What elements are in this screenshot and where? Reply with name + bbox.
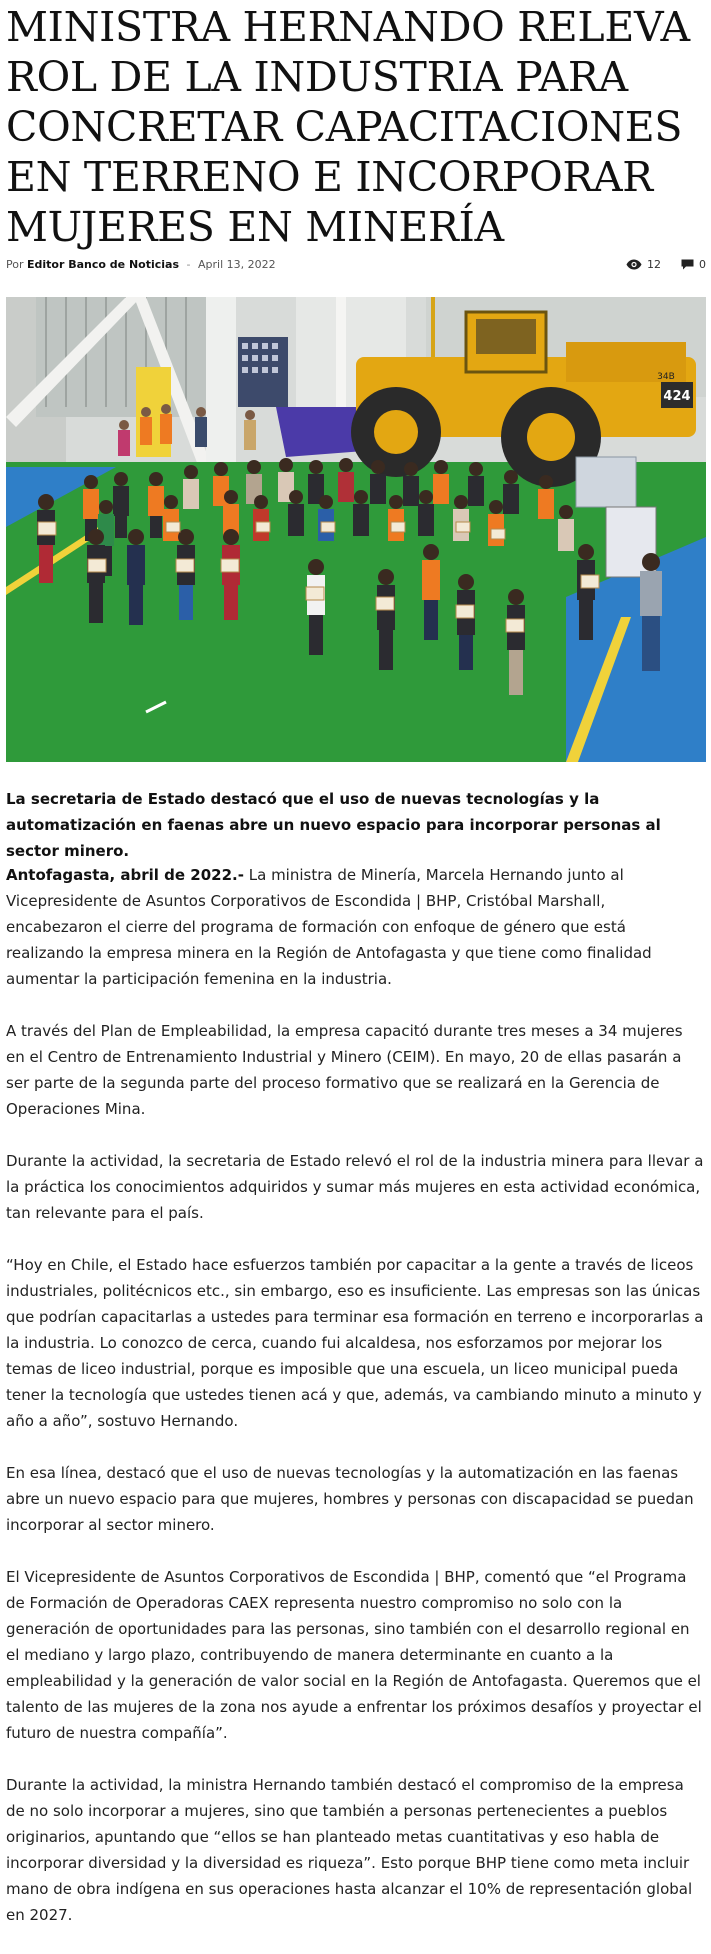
by-label: Por xyxy=(6,258,24,271)
paragraph: El Vicepresidente de Asuntos Corporativos de Escondida | BHP, comentó que “el Programa de Formación de Operadoras CAEX representa nuestro compromiso no solo con la generación de oportunidades para las personas, sino también con el desarrollo regional en el mediano y largo plazo, contribuyendo de manera determinante en cuanto a la empleabilidad y la generación de valor social en la Región de Antofagasta. Queremos que el talento de las mujeres de la zona nos ayude a enfrentar los próximos desafíos y proyectar el futuro de nuestra compañía”. xyxy=(6,1568,702,1742)
article-lead: La secretaria de Estado destacó que el uso de nuevas tecnologías y la automatización en faenas abre un nuevo espacio para incorporar personas al sector minero. xyxy=(6,790,661,860)
paragraph: “Hoy en Chile, el Estado hace esfuerzos también por capacitar a la gente a través de liceos industriales, politécnicos etc., sin embargo, eso es insuficiente. Las empresas son las únicas que podrían capacitarlas a ustedes para terminar esa formación en terreno e incorporarlas a la industria. Lo conozco de cerca, cuando fui alcaldesa, nos esforzamos por mejorar los temas de liceo industrial, porque es imposible que una escuela, un liceo municipal pueda tener la tecnología que ustedes tienen acá y que, además, va cambiando minuto a minuto y año a año”, sostuvo Hernando. xyxy=(6,1256,704,1430)
paragraph: A través del Plan de Empleabilidad, la empresa capacitó durante tres meses a 34 mujeres en el Centro de Entrenamiento Industrial y Minero (CEIM). En mayo, 20 de ellas pasarán a ser parte de la segunda parte del proceso formativo que se realizará en la Gerencia de Operaciones Mina. xyxy=(6,1022,683,1118)
views-value: 12 xyxy=(647,258,661,271)
dateline: Antofagasta, abril de 2022.- xyxy=(6,866,244,884)
featured-image xyxy=(6,297,706,762)
truck-plate: 424 xyxy=(663,389,691,404)
views-count xyxy=(626,258,661,271)
meta-separator: - xyxy=(186,258,191,271)
article-meta xyxy=(6,258,706,276)
publish-date: April 13, 2022 xyxy=(197,258,276,271)
article-body xyxy=(6,862,706,1954)
paragraph: Antofagasta, abril de 2022.- La ministra de Minería, Marcela Hernando junto al Vicepresidente de Asuntos Corporativos de Escondida | BHP, Cristóbal Marshall, encabezaron el cierre del programa de formación con enfoque de género que está realizando la empresa minera en la Región de Antofagasta y que tiene como finalidad aumentar la participación femenina en la industria. xyxy=(6,866,652,988)
paragraph: Durante la actividad, la secretaria de Estado relevó el rol de la industria minera para llevar a la práctica los conocimientos adquiridos y sumar más mujeres en esta actividad económica, tan relevante para el país. xyxy=(6,1152,704,1222)
author-link[interactable]: Editor Banco de Noticias xyxy=(27,258,179,271)
eye-icon xyxy=(626,259,642,270)
comments-value: 0 xyxy=(699,258,706,271)
group-photo-illustration xyxy=(6,297,706,762)
paragraph: En esa línea, destacó que el uso de nuevas tecnologías y la automatización en las faenas abre un nuevo espacio para que mujeres, hombres y personas con discapacidad se puedan incorporar al sector minero. xyxy=(6,1464,694,1534)
comments-count[interactable] xyxy=(681,258,706,271)
article-title: MINISTRA HERNANDO RELEVA ROL DE LA INDUSTRIA PARA CONCRETAR CAPACITACIONES EN TERRENO E INCORPORAR MUJERES EN MINERÍA xyxy=(6,3,690,251)
truck-model: 34B xyxy=(657,372,675,382)
meta-stats xyxy=(626,258,706,271)
paragraph: Durante la actividad, la ministra Hernando también destacó el compromiso de la empresa de no solo incorporar a mujeres, sino que también a personas pertenecientes a pueblos originarios, apuntando que “ellos se han planteado metas cuantitativas y eso habla de incorporar diversidad y la diversidad es riqueza”. Esto porque BHP tiene como meta incluir mano de obra indígena en sus operaciones hasta alcanzar el 10% de representación global en 2027. xyxy=(6,1776,693,1924)
comment-icon xyxy=(681,259,694,270)
